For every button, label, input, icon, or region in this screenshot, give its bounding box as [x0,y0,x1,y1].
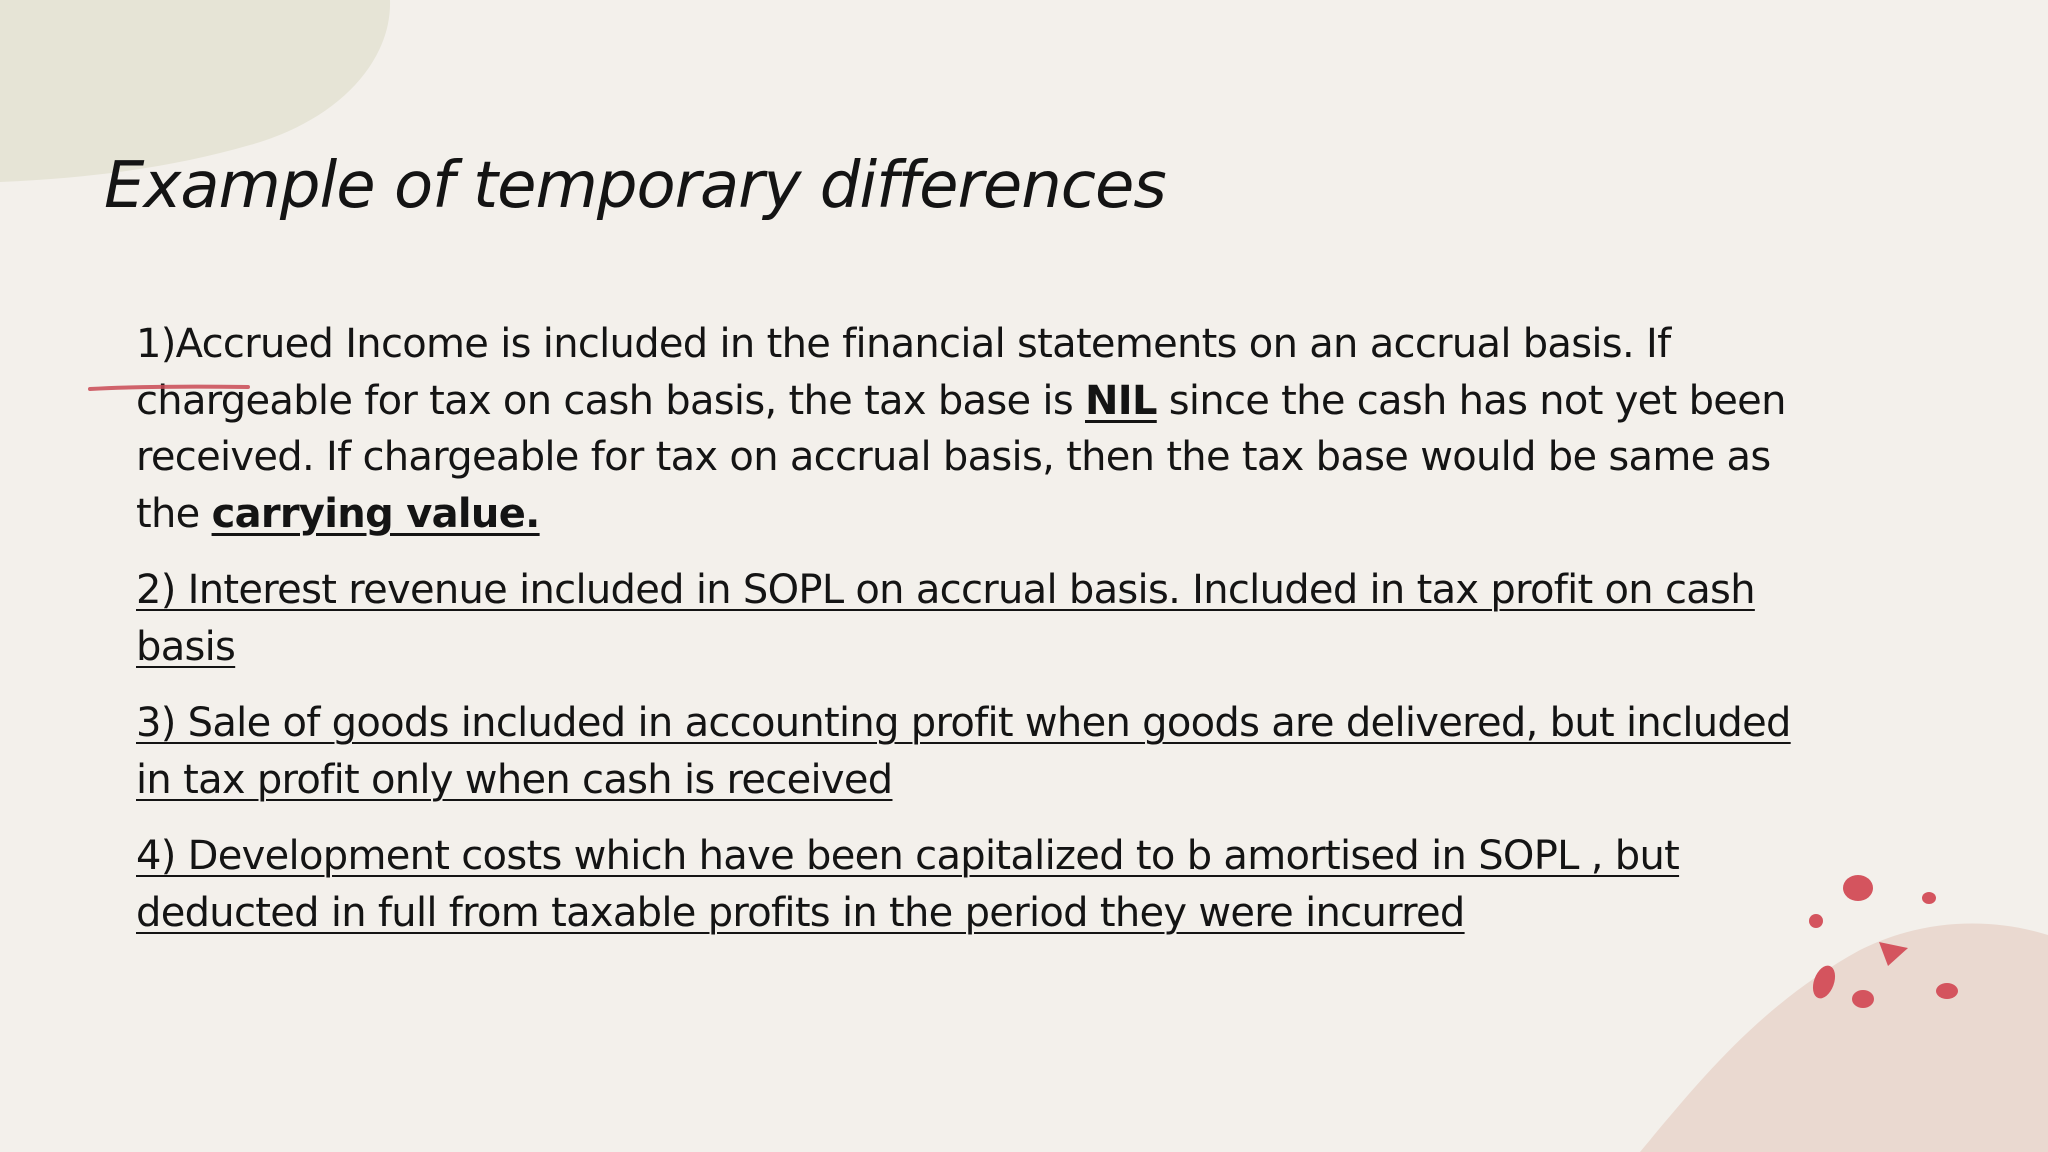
confetti-dot [1809,914,1823,928]
paragraph-accrued-income [136,316,1796,542]
confetti-dot [1843,875,1873,901]
paragraph-sale-of-goods: 3) Sale of goods included in accounting profit when goods are delivered, but included in tax profit only when cash is received [136,700,1791,803]
confetti-dot [1922,892,1936,904]
red-ink-annotation-mark [88,384,250,392]
paragraph-text: 1)Accrued Income is included in the financial statements on an accrual basis. If chargeable for tax on cash basis, the tax base is [136,321,1671,424]
paragraph-interest-revenue: 2) Interest revenue included in SOPL on accrual basis. Included in tax profit on cash basis [136,567,1755,670]
emphasis-carrying-value: carrying value. [211,490,540,537]
paragraph-text: since the cash has not yet been received. If chargeable for tax on accrual basis, then the tax base would be same as the [136,377,1786,537]
slide-body [136,316,1796,961]
confetti-dot [1936,983,1958,999]
slide-title: Example of temporary differences [104,149,1166,223]
paragraph-development-costs: 4) Development costs which have been capitalized to b amortised in SOPL , but deducted in full from taxable profits in the period they were incurred [136,833,1680,936]
emphasis-nil: NIL [1085,377,1157,424]
confetti-dot [1852,990,1874,1008]
